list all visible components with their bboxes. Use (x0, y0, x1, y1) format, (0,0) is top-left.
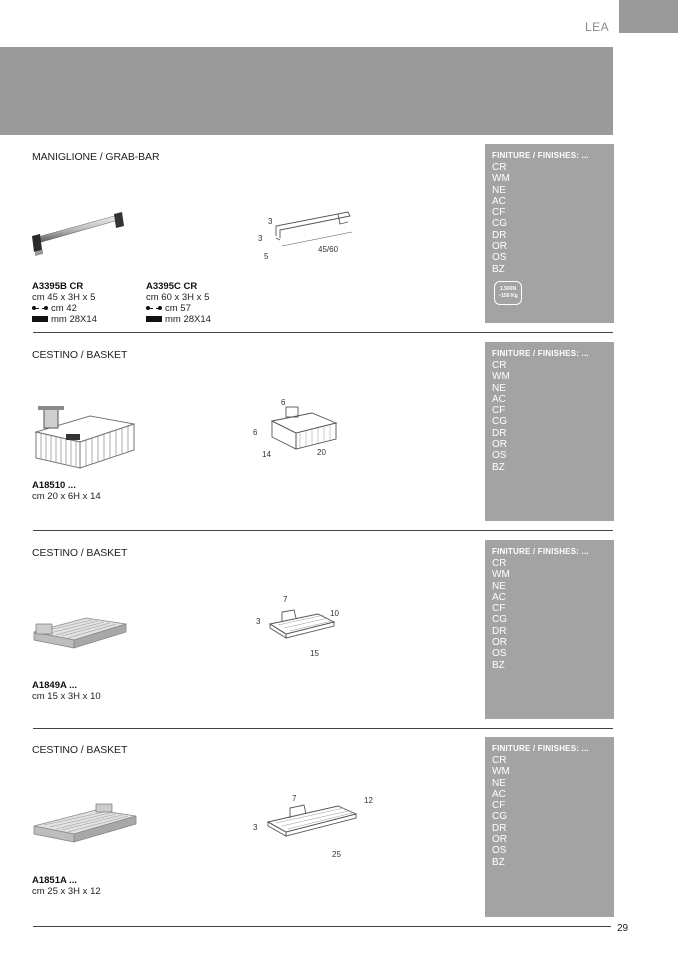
finishes-heading: FINITURE / FINISHES: ... (492, 349, 589, 358)
finish-code: BZ (492, 856, 505, 868)
center-distance: cm 57 (165, 303, 191, 314)
finish-code: WM (492, 173, 510, 185)
product-code: A18510 ... (32, 480, 76, 491)
grab-bar-photo (30, 208, 130, 258)
grab-bar-drawing (252, 208, 362, 263)
finishes-list (492, 162, 510, 275)
basket-photo (30, 800, 140, 848)
basket-drawing (252, 790, 377, 862)
section-title: MANIGLIONE / GRAB-BAR (32, 151, 160, 163)
dim-label: 3 (256, 617, 261, 626)
finish-code: BZ (492, 263, 505, 275)
dim-label: 20 (317, 448, 326, 457)
center-distance: cm 42 (51, 303, 77, 314)
finish-code: CR (492, 162, 507, 173)
finish-code: OR (492, 637, 507, 649)
finish-code: AC (492, 788, 506, 800)
finish-code: AC (492, 195, 506, 207)
finish-code: CF (492, 603, 506, 615)
profile-size: mm 28X14 (51, 314, 97, 325)
dim-label: 6 (281, 398, 286, 407)
finish-code: DR (492, 822, 507, 834)
product-code: A3395B CR (32, 281, 84, 292)
finish-code: CR (492, 360, 507, 371)
dim-label: 12 (364, 796, 373, 805)
finish-code: WM (492, 371, 510, 383)
finishes-panel (485, 144, 614, 323)
product-dimensions: cm 20 x 6H x 14 (32, 491, 101, 502)
load-badge: 1.500N ~150 Kg (494, 281, 522, 305)
basket-photo (30, 402, 138, 472)
product-block (32, 875, 101, 897)
profile-icon (146, 316, 162, 322)
dim-label: 45/60 (318, 245, 339, 254)
dim-label: 7 (283, 595, 288, 604)
finish-code: CF (492, 800, 506, 812)
finish-code: WM (492, 766, 510, 778)
dim-label: 3 (268, 217, 273, 226)
dim-label: 3 (258, 234, 263, 243)
finish-code: DR (492, 625, 507, 637)
finish-code: OS (492, 648, 507, 660)
center-distance-icon (146, 305, 162, 311)
section-title: CESTINO / BASKET (32, 547, 128, 559)
finish-code: OR (492, 439, 507, 451)
dim-label: 10 (330, 609, 339, 618)
finish-code: AC (492, 393, 506, 405)
profile-icon (32, 316, 48, 322)
product-dimensions: cm 60 x 3H x 5 (146, 292, 210, 303)
brand-label: LEA (585, 20, 610, 34)
finish-code: CF (492, 207, 506, 219)
finish-code: OR (492, 834, 507, 846)
finish-code: CG (492, 811, 507, 823)
product-block (32, 281, 97, 325)
dim-label: 14 (262, 450, 271, 459)
finish-code: AC (492, 591, 506, 603)
section-divider (33, 728, 613, 729)
profile-size: mm 28X14 (165, 314, 211, 325)
product-block (32, 680, 101, 702)
finish-code: OS (492, 252, 507, 264)
dim-label: 7 (292, 794, 297, 803)
finish-code: OS (492, 450, 507, 462)
finish-code: NE (492, 580, 506, 592)
product-code: A1851A ... (32, 875, 78, 886)
basket-drawing (250, 395, 350, 463)
finish-code: WM (492, 569, 510, 581)
dim-label: 3 (253, 823, 258, 832)
finish-code: OR (492, 241, 507, 253)
finish-code: CG (492, 614, 507, 626)
finishes-list (492, 360, 510, 473)
footer-divider (33, 926, 611, 927)
finish-code: NE (492, 184, 506, 196)
finish-code: CG (492, 218, 507, 230)
finish-code: NE (492, 382, 506, 394)
finish-code: OS (492, 845, 507, 857)
finishes-heading: FINITURE / FINISHES: ... (492, 744, 589, 753)
product-block (32, 480, 101, 502)
finish-code: CG (492, 416, 507, 428)
dim-label: 6 (253, 428, 258, 437)
page-number: 29 (617, 923, 629, 934)
basket-photo (30, 604, 130, 654)
section-title: CESTINO / BASKET (32, 744, 128, 756)
finish-code: DR (492, 427, 507, 439)
product-code: A3395C CR (146, 281, 198, 292)
finishes-panel (485, 540, 614, 719)
finishes-list (492, 558, 510, 671)
section-divider (33, 332, 613, 333)
product-dimensions: cm 45 x 3H x 5 (32, 292, 96, 303)
finishes-list (492, 755, 510, 868)
header-tab (619, 0, 678, 33)
finishes-heading: FINITURE / FINISHES: ... (492, 547, 589, 556)
dim-label: 25 (332, 850, 341, 859)
finishes-panel (485, 342, 614, 521)
header-banner (0, 47, 613, 135)
finish-code: BZ (492, 659, 505, 671)
product-dimensions: cm 15 x 3H x 10 (32, 691, 101, 702)
finishes-heading: FINITURE / FINISHES: ... (492, 151, 589, 160)
finish-code: CR (492, 558, 507, 569)
finish-code: CR (492, 755, 507, 766)
basket-drawing (252, 594, 347, 662)
finish-code: CF (492, 405, 506, 417)
dim-label: 5 (264, 252, 269, 261)
finishes-panel (485, 737, 614, 917)
finish-code: BZ (492, 461, 505, 473)
finish-code: DR (492, 229, 507, 241)
section-divider (33, 530, 613, 531)
product-block (146, 281, 211, 325)
dim-label: 15 (310, 649, 319, 658)
product-dimensions: cm 25 x 3H x 12 (32, 886, 101, 897)
center-distance-icon (32, 305, 48, 311)
section-title: CESTINO / BASKET (32, 349, 128, 361)
finish-code: NE (492, 777, 506, 789)
product-code: A1849A ... (32, 680, 78, 691)
